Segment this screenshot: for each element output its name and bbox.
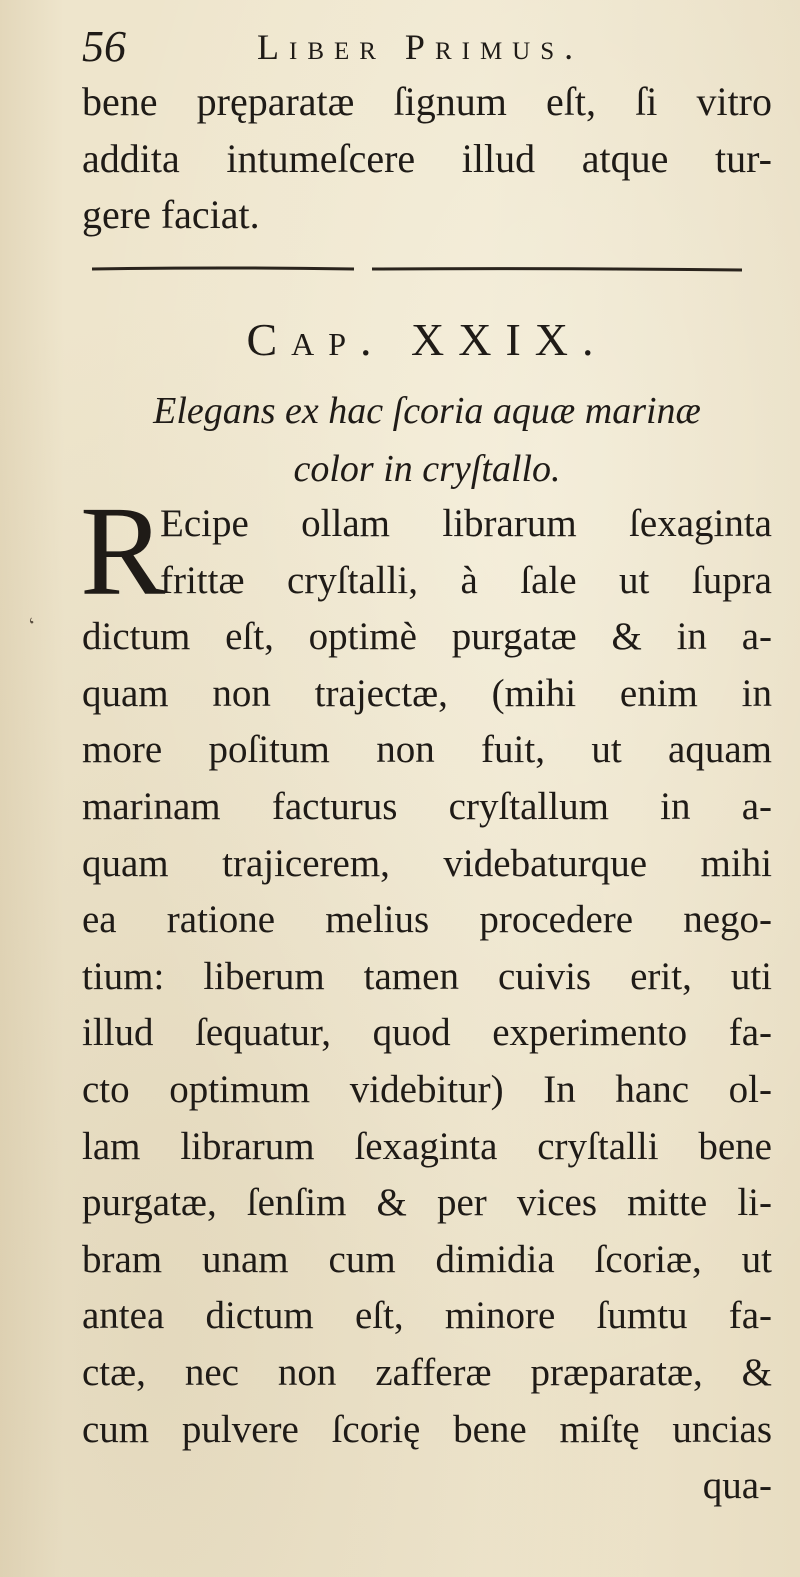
text-line: gere faciat. xyxy=(82,192,260,237)
top-paragraph xyxy=(82,74,772,244)
text-line: dictum eſt, optimè purgatæ & in a- xyxy=(82,615,772,659)
text-line: marinam facturus cryſtallum in a- xyxy=(82,784,772,828)
text-line: tium: liberum tamen cuivis erit, uti xyxy=(82,954,772,998)
text-line: purgatæ, ſenſim & per vices mitte li- xyxy=(82,1181,772,1225)
subtitle-line: Elegans ex hac ſcoria aquæ marinæ xyxy=(153,390,701,432)
text-line: bene pręparatæ ſignum eſt, ſi vitro xyxy=(82,79,772,124)
text-line: quam non trajectæ, (mihi enim in xyxy=(82,671,772,715)
text-line: frittæ cryſtalli, à ſale ut ſupra xyxy=(160,558,772,602)
subtitle-line: color in cryſtallo. xyxy=(293,448,561,490)
section-divider-rule xyxy=(92,265,742,273)
main-paragraph xyxy=(80,480,772,1515)
text-line: lam librarum ſexaginta cryſtalli bene xyxy=(82,1124,772,1168)
text-line: Ecipe ollam librarum ſexaginta xyxy=(160,502,772,545)
text-line: antea dictum eſt, minore ſumtu fa- xyxy=(82,1294,772,1338)
text-line: ctæ, nec non zafferæ præparatæ, & xyxy=(82,1350,772,1394)
text-line: ea ratione melius procedere nego- xyxy=(82,898,772,942)
chapter-heading: Cap. XXIX. xyxy=(246,314,608,365)
text-line: cum pulvere ſcorię bene miſtę uncias xyxy=(82,1407,772,1451)
catchword: qua- xyxy=(702,1464,772,1508)
text-line: more poſitum non fuit, ut aquam xyxy=(82,728,772,772)
chapter-subtitle xyxy=(82,382,772,498)
drop-cap: R xyxy=(80,480,166,622)
text-line: cto optimum videbitur) In hanc ol- xyxy=(82,1067,772,1111)
text-line: bram unam cum dimidia ſcoriæ, ut xyxy=(82,1237,772,1281)
text-line: addita intumeſcere illud atque tur- xyxy=(82,135,772,181)
text-line: illud ſequatur, quod experimento fa- xyxy=(82,1011,772,1055)
running-head xyxy=(82,22,772,72)
text-line: quam trajicerem, videbaturque mihi xyxy=(82,841,772,885)
page-number: 56 xyxy=(82,22,126,71)
margin-stain-mark: ʻ xyxy=(23,611,43,638)
running-title: Liber Primus. xyxy=(257,27,584,67)
